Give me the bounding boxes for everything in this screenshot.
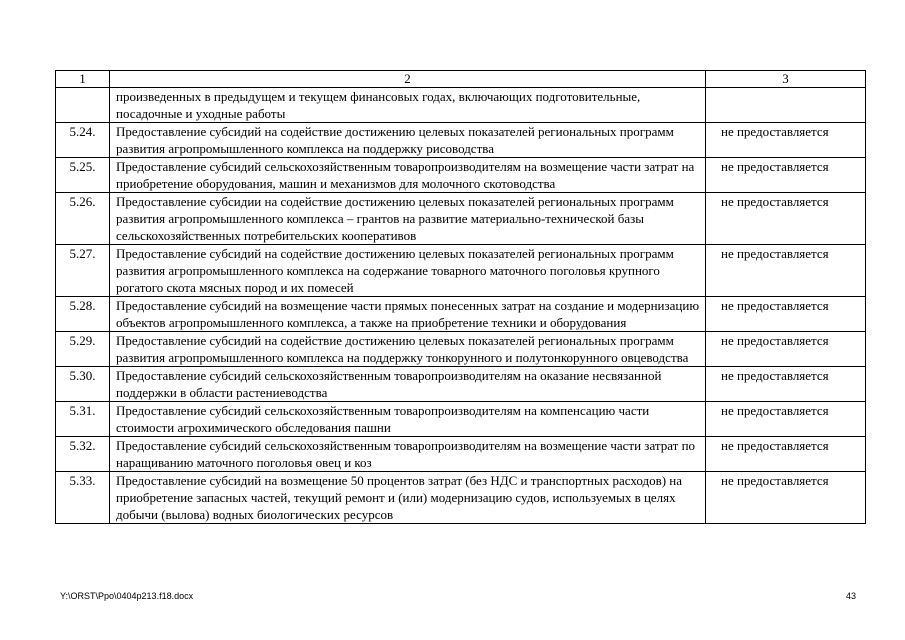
row-description: Предоставление субсидий сельскохозяйственным товаропроизводителям на оказание несвязанной поддержки в области растениеводства xyxy=(110,367,706,402)
row-number: 5.33. xyxy=(56,472,110,524)
row-number: 5.27. xyxy=(56,245,110,297)
row-status: не предоставляется xyxy=(706,123,866,158)
row-number xyxy=(56,88,110,123)
row-description: Предоставление субсидий на содействие достижению целевых показателей региональных программ развития агропромышленного комплекса на поддержку рисоводства xyxy=(110,123,706,158)
table-row xyxy=(56,472,866,524)
row-number: 5.25. xyxy=(56,158,110,193)
table-row xyxy=(56,332,866,367)
row-description: Предоставление субсидий на возмещение части прямых понесенных затрат на создание и модернизацию объектов агропромышленного комплекса, а также на приобретение техники и оборудования xyxy=(110,297,706,332)
row-description: Предоставление субсидий сельскохозяйственным товаропроизводителям на возмещение части затрат на приобретение оборудования, машин и механизмов для молочного скотоводства xyxy=(110,158,706,193)
row-number: 5.29. xyxy=(56,332,110,367)
table-row xyxy=(56,245,866,297)
row-description: Предоставление субсидий сельскохозяйственным товаропроизводителям на компенсацию части стоимости агрохимического обследования пашни xyxy=(110,402,706,437)
table-row xyxy=(56,367,866,402)
footer-file-path: Y:\ORST\Ppo\0404p213.f18.docx xyxy=(60,591,194,601)
table-row xyxy=(56,297,866,332)
column-header-1: 1 xyxy=(56,71,110,88)
table-row xyxy=(56,123,866,158)
row-status: не предоставляется xyxy=(706,402,866,437)
row-description: Предоставление субсидий сельскохозяйственным товаропроизводителям на возмещение части затрат по наращиванию маточного поголовья овец и коз xyxy=(110,437,706,472)
row-number: 5.28. xyxy=(56,297,110,332)
column-header-3: 3 xyxy=(706,71,866,88)
row-status: не предоставляется xyxy=(706,158,866,193)
column-header-2: 2 xyxy=(110,71,706,88)
row-status: не предоставляется xyxy=(706,367,866,402)
document-table xyxy=(55,70,866,524)
row-number: 5.30. xyxy=(56,367,110,402)
row-number: 5.26. xyxy=(56,193,110,245)
page-number: 43 xyxy=(846,591,857,601)
row-status: не предоставляется xyxy=(706,332,866,367)
row-number: 5.31. xyxy=(56,402,110,437)
row-status xyxy=(706,88,866,123)
table-row xyxy=(56,402,866,437)
row-status: не предоставляется xyxy=(706,245,866,297)
row-status: не предоставляется xyxy=(706,437,866,472)
table-row xyxy=(56,158,866,193)
table-row xyxy=(56,193,866,245)
row-description: Предоставление субсидии на содействие достижению целевых показателей региональных программ развития агропромышленного комплекса – грантов на развитие материально-технической базы сельскохозяйственных потребительских кооперативов xyxy=(110,193,706,245)
table-header-row xyxy=(56,71,866,88)
row-description: Предоставление субсидий на возмещение 50 процентов затрат (без НДС и транспортных расходов) на приобретение запасных частей, текущий ремонт и (или) модернизацию судов, используемых в целях добычи (вылова) водных биологических ресурсов xyxy=(110,472,706,524)
row-description: произведенных в предыдущем и текущем финансовых годах, включающих подготовительные, посадочные и уходные работы xyxy=(110,88,706,123)
table-row xyxy=(56,437,866,472)
row-status: не предоставляется xyxy=(706,193,866,245)
row-number: 5.24. xyxy=(56,123,110,158)
row-status: не предоставляется xyxy=(706,472,866,524)
table-row xyxy=(56,88,866,123)
row-status: не предоставляется xyxy=(706,297,866,332)
row-number: 5.32. xyxy=(56,437,110,472)
row-description: Предоставление субсидий на содействие достижению целевых показателей региональных программ развития агропромышленного комплекса на поддержку тонкорунного и полутонкорунного овцеводства xyxy=(110,332,706,367)
row-description: Предоставление субсидий на содействие достижению целевых показателей региональных программ развития агропромышленного комплекса на содержание товарного маточного поголовья крупного рогатого скота мясных пород и их помесей xyxy=(110,245,706,297)
